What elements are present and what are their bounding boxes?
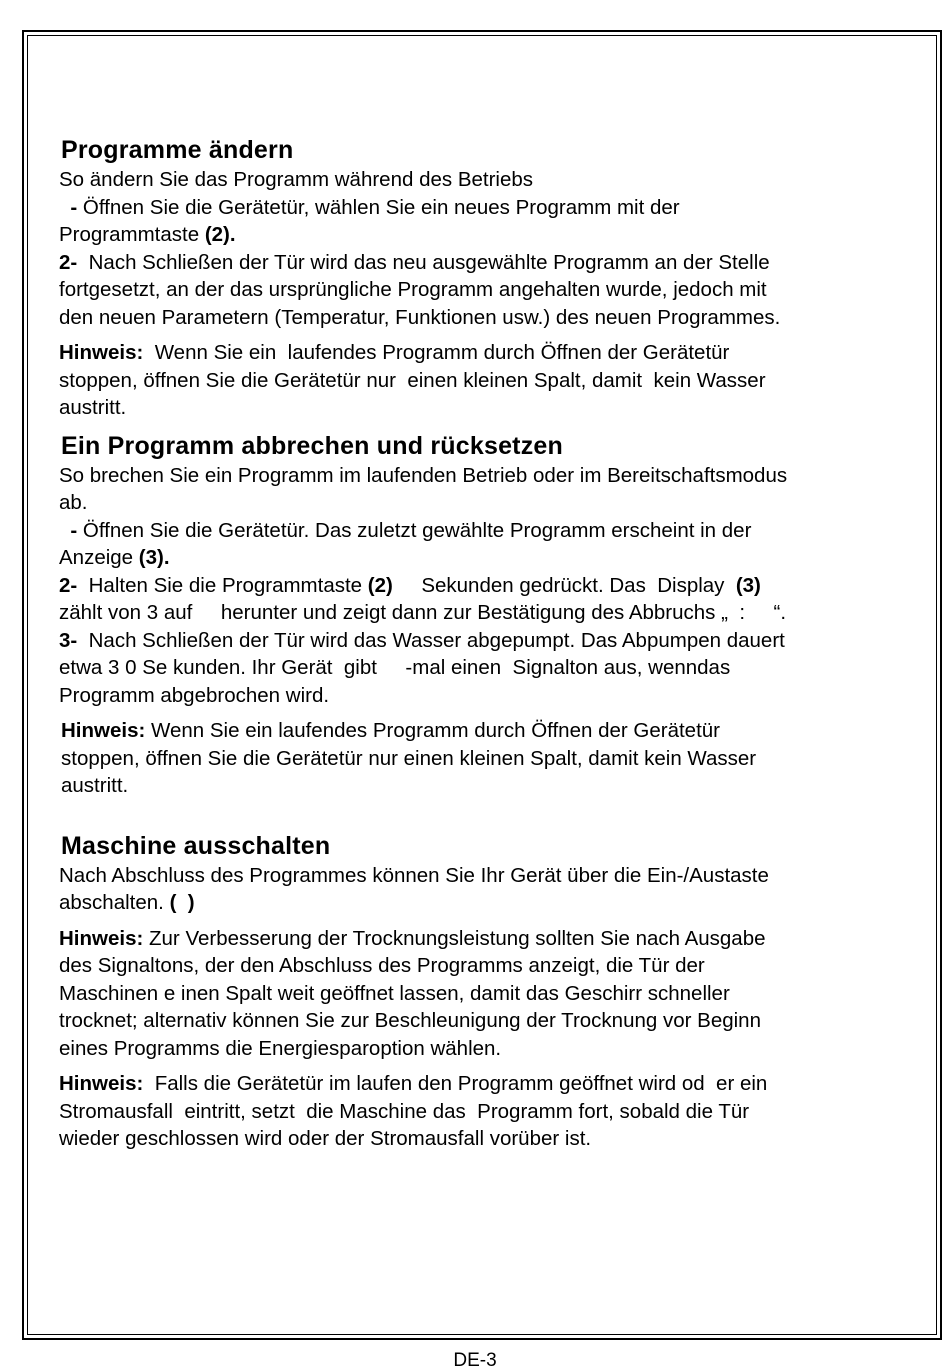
step-text: fortgesetzt, an der das ursprüngliche Programm angehalten wurde, jedoch mit — [59, 278, 767, 301]
note-label: Hinweis: — [59, 341, 144, 364]
step-text: Nach Schließen der Tür wird das Wasser abgepumpt. Das Abpumpen dauert — [77, 628, 785, 652]
note-label: Hinweis: — [61, 719, 146, 742]
note-text: Maschinen e inen Spalt weit geöffnet lassen, damit das Geschirr schneller — [59, 981, 730, 1005]
step-text: Öffnen Sie die Gerätetür, wählen Sie ein neues Programm mit der — [77, 195, 680, 219]
step-line — [59, 249, 919, 277]
note-text: austritt. — [59, 396, 127, 419]
section-title-programm-abbrechen: Ein Programm abbrechen und rücksetzen — [61, 431, 563, 460]
note-text: austritt. — [61, 774, 129, 797]
note-text: Wenn Sie ein laufendes Programm durch Öffnen der Gerätetür — [145, 719, 720, 742]
reference-number: (2) — [367, 573, 393, 597]
section-intro: So ändern Sie das Programm während des Betriebs — [59, 168, 534, 191]
step-number: 2- — [59, 250, 78, 274]
step-bullet: - — [59, 518, 78, 542]
step-line — [59, 572, 919, 600]
reference-number: (2). — [204, 223, 236, 246]
note-text: des Signaltons, der den Abschluss des Programms anzeigt, die Tür der — [59, 954, 705, 977]
note-text: eines Programms die Energiesparoption wählen. — [59, 1036, 502, 1060]
note-text: trocknet; alternativ können Sie zur Beschleunigung der Trocknung vor Beginn — [59, 1009, 761, 1032]
step-bullet: - — [59, 195, 78, 219]
step-text: Öffnen Sie die Gerätetür. Das zuletzt gewählte Programm erscheint in der — [77, 518, 752, 542]
manual-content — [59, 134, 919, 1153]
note-text: wieder geschlossen wird oder der Stromausfall vorüber ist. — [59, 1127, 592, 1150]
step-number: 2- — [59, 573, 78, 597]
note-line — [59, 339, 919, 367]
step-text: den neuen Parametern (Temperatur, Funktionen usw.) des neuen Programmes. — [59, 305, 781, 329]
power-key-reference: ( ) — [169, 891, 195, 914]
step-text: etwa 3 0 Se kunden. Ihr Gerät gibt -mal einen Signalton aus, wenndas — [59, 656, 731, 679]
step-text: Nach Schließen der Tür wird das neu ausgewählte Programm an der Stelle — [77, 250, 770, 274]
note-text: stoppen, öffnen Sie die Gerätetür nur einen kleinen Spalt, damit kein Wasser — [61, 746, 757, 770]
section-intro: So brechen Sie ein Programm im laufenden Betrieb oder im Bereitschaftsmodus — [59, 463, 788, 487]
step-line — [59, 627, 919, 655]
note-text: Wenn Sie ein laufendes Programm durch Öffnen der Gerätetür — [143, 341, 730, 364]
step-text: Programmtaste — [59, 223, 205, 246]
step-text: Anzeige — [59, 546, 139, 569]
note-text: Zur Verbesserung der Trocknungsleistung sollten Sie nach Ausgabe — [143, 926, 766, 950]
step-text: Sekunden gedrückt. Das Display — [392, 573, 736, 597]
section-intro: ab. — [59, 491, 88, 514]
step-text: Halten Sie die Programmtaste — [77, 573, 368, 597]
reference-number: (3). — [138, 546, 170, 569]
step-line — [59, 221, 919, 249]
step-text: zählt von 3 auf herunter und zeigt dann zur Bestätigung des Abbruchs „ : “. — [59, 601, 787, 624]
note-line — [61, 717, 919, 745]
note-label: Hinweis: — [59, 926, 144, 950]
note-block — [59, 717, 919, 800]
section-text-line — [59, 889, 919, 917]
page-number: DE-3 — [453, 1350, 497, 1371]
section-title-maschine-ausschalten: Maschine ausschalten — [61, 831, 331, 860]
step-line — [59, 194, 919, 222]
step-line — [59, 544, 919, 572]
section-title-programme-aendern: Programme ändern — [61, 136, 294, 164]
step-number: 3- — [59, 628, 78, 652]
note-label: Hinweis: — [59, 1072, 144, 1095]
reference-number: (3) — [735, 573, 761, 597]
note-text: stoppen, öffnen Sie die Gerätetür nur einen kleinen Spalt, damit kein Wasser — [59, 368, 766, 392]
note-text: Falls die Gerätetür im laufen den Programm geöffnet wird od er ein — [143, 1072, 768, 1095]
section-text: abschalten. — [59, 891, 170, 914]
note-line — [59, 925, 919, 953]
note-line — [59, 1070, 919, 1098]
step-text: Programm abgebrochen wird. — [59, 683, 330, 707]
note-text: Stromausfall eintritt, setzt die Maschine das Programm fort, sobald die Tür — [59, 1099, 750, 1123]
step-line — [59, 517, 919, 545]
section-text: Nach Abschluss des Programmes können Sie Ihr Gerät über die Ein-/Austaste — [59, 863, 769, 887]
